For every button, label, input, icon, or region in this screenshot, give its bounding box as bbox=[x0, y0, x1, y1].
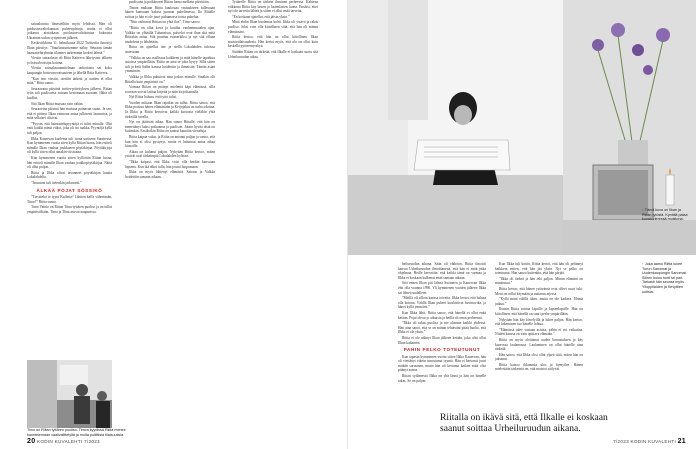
paragraph: Viestin sairaalasta oli Ritta Kaiterva lähetysten jälkeen ja lisävalvoitsijat kotona. bbox=[27, 56, 112, 65]
paragraph: Sittäkin Riitan on tärkeää, että Ilkalle ei koskaan suotu sitä Urheiluruudun aikaa. bbox=[228, 49, 318, 59]
paragraph: ”Kyllä minä välillä itken, mutta en ole katkera. Elämä jatkuu.” bbox=[495, 297, 583, 306]
folio-right-text: 7/2023 KODIN KUVALEHTI bbox=[613, 439, 677, 444]
paragraph: Valkka ja Ilkka puhuivat aina joskus minulle. Sinäkin olit Riitalla kuin ympäristö on.” bbox=[125, 74, 215, 84]
subheading-2: PAHIN PELKO TOTEUTUNUT bbox=[403, 347, 481, 353]
subheading-1: ÄLKÄÄ POJAT SÖSSIKÖ bbox=[36, 187, 103, 193]
paragraph: ”Niin vaihtavat Riittaa on yhtä iloa”, Timo sanoo. bbox=[129, 20, 201, 25]
paragraph: Kun kymmenen vuotta sitten kyllättiin Riitan luona, hän esitteli minulle Ilkan vanhaa joukkopöytäkirjaa. Näitä oli ollut paljon. bbox=[27, 156, 112, 170]
paragraph: Iltaisin Riitta soittaa lapsille ja lapsenlapsille. Hän on kiitollinen, että hänellä on suuri perhe ympärillään. bbox=[495, 307, 583, 316]
paragraph: Ilkka on myös lähtenyt elämästä. Sairaus ja Valkka hoidettiin samaan aikaan. bbox=[125, 170, 215, 179]
paragraph: Riitta on ajatellut itse ja siellä Lokalahden taloissa asuessaan. bbox=[125, 45, 215, 54]
right-page bbox=[348, 0, 696, 449]
paragraph: Aikaa on kulunut paljon. Nykyään Riitta kertoo, miten ystävät ovat tärkeimpiä Lokalahden kylässä. bbox=[125, 149, 215, 159]
paragraph: Viestin sairaalasuunnitelman tarkoitusta sai koko kaupungin hoitovarovaisuuteen ja lähellä Ritta Kaiterva. bbox=[27, 66, 112, 75]
paragraph: ”Meillä oli silloin kanssa toiveita. Ilkka kertoi, että haluaa olla kotona. Välillä Ilkan puheet kuulostivat huvittavilta, ja hänet kyllä ymmärsi.” bbox=[398, 296, 486, 310]
paragraph: ”Elämässä tulee vastaan asioita, joihin ei voi vaikuttaa. Niiden kanssa on vain opittava elämään.” bbox=[495, 327, 583, 337]
right-column-1 bbox=[398, 262, 486, 402]
paragraph: Sitä Ilkan Riitta muistaa vain vähän. bbox=[31, 101, 84, 106]
caption-right-2-text: Joka aamu Riitta lukee Turun Sanomat ja Uudenkaupungin Sanomat. Siihen kuluu tunti tai pari. Tarkasti hän seuraa myös Ylioppilaiden ja Kevyttien uutisia. bbox=[642, 262, 687, 294]
paragraph: Kun Ilkka lähti, Riitta sanoo, että hänellä ei ollut enää ketään. Pojat olivat jo aikuisia ja heillä oli omat perheensä. bbox=[398, 310, 486, 320]
paragraph: Vuoden mittaan Ilkan rajatkin on tullut. Riitta sanoo, että Ilkka poistuu hänen elämästään ja Keijojakin on turha odottaa. Ja Ilkka ja Riitta kertoivat kaikki kuivasta vieläkin yhtä tärkeällä tavalla. bbox=[125, 100, 215, 119]
paragraph: ”Pyysin, että haastattelupyyntöjä ei tulisi minulle. Olin vaiti kaikki nämä viikot, joka oli iso taakka. Pyyntöjä kyllä tuli paljon. bbox=[27, 121, 112, 136]
paragraph: heiluruudun aikana. Sään oli ehdoton. Riitta ilmoitti kanssa Urheiluruudun ilmoittaneita, että hän ei enää jatka ohjelmaa. Heille kerrottiin, että kaikki tämä on varmaa ja Ilkka ei koskaan kulkenut enää samaan aikaan. bbox=[398, 262, 486, 280]
folio-left-text: KODIN KUVALEHTI 7/2023 bbox=[36, 439, 100, 444]
paragraph: Riitta kaipaa valoa, ja Riitta on antanut paljon ja sanoo, että kun hän ei olisi pystynyt, mutta ei halunnut antaa aikaa kiusoille. bbox=[125, 135, 215, 149]
caption-right-1-text: Tämä kuva on Ilkan ja Riitan tytöstä. Kynttilä palaa kuvan vieressä muistona. bbox=[642, 208, 688, 222]
paragraph: Riitta katsoo ikkunasta ulos ja hymyilee. Hänen mielestään tärkeintä on, että muistot säilyvät. bbox=[495, 362, 583, 372]
paragraph: Riitan sydämessä Ilkka on yhä läsnä ja hän on hänelle rakas. Se on paljon. bbox=[398, 374, 486, 383]
paragraph: Hän sanoo, että Ilkka olisi ollut ylpeä siitä, miten hän on jaksanut. bbox=[495, 352, 583, 362]
paragraph: Keskiviikkona 11. helmikuuta 2022 Twitteriin ilmestyi Ilkan päivitys: ”Suurlausuntomme nähty. Seuraan tämän haastatteluryhmän tilanteet tarkemmin kerkeä lähetä.” bbox=[27, 41, 112, 55]
folio-right bbox=[613, 438, 686, 445]
paragraph: Nyt on jäätävää aikaa. Hän sanoo Riitalle, että hän on menettänyt kaksi poikaansa ja puolison. Jotain hyvää tästä on kuitenkin. Ensiksikin Riitta on saanut kauniita vierailuja. bbox=[125, 120, 215, 134]
paragraph: ”Ilkka kaipasi, että Ilkka voisi olla heidän kanssaan lapsena. Kun ikä alkoi tulla, hän joutui luopumaan. bbox=[125, 160, 215, 169]
photo-caption-left: Timo on Riitan tyttären puoliso. Timon kyydissä Riitta menee kauntelemaan vaalivalittelyitä ja muita poliittisia tilaisuuksia. bbox=[27, 428, 126, 437]
paragraph: ”Riitta on ollut kova ja kuullut vanhemmuuden ajan. Valkka on ylhäällä Tuhansissa, palvelut ovat ihan sitä mitä Riittakin antaa. Sitä puuttuu esimerkiksi ja nyt sitä ollaan unohdetut ja lähdetään. bbox=[125, 25, 215, 44]
paragraph: ”Ilkka oli rakas puoliso ja me olimme kaikki yhdessä. Hän aina sanoi, että se on minun tehtäväni pitää huolta, että Ilkka ei ole yksin.” bbox=[398, 321, 486, 335]
paragraph: Riitta ja Ilkka olivat tavanneet pöytäkirjan kautta Lokalahdelta. bbox=[27, 170, 112, 180]
paragraph: Nyt Riitta haluaa, että tyttö tulisi. bbox=[129, 95, 178, 100]
paragraph: Nykyään hän käy kävelyillä ja lukee paljon. Hän kertoo, että lukeminen tuo hänelle lohtua. bbox=[495, 317, 583, 327]
paragraph: puolisona ja poikkeavat Riitan luona melkein päivittäin. bbox=[129, 0, 210, 4]
right-column-2 bbox=[495, 262, 583, 402]
left-column-3 bbox=[228, 0, 318, 440]
photo-caption-right-1: ↑ Tämä kuva on Ilkan ja Riitan tytöstä. Kynttilä palaa kuvan vieressä muistona. bbox=[642, 208, 688, 222]
paragraph: Kun Ilkka tuli kotiin, Riitta kertoi, että hän oli pelännyt kaikkein eniten, että hän jää yksin. Nyt se pelko on toteutunut. Hän sanoo kuitenkin, että hän pärjää. bbox=[495, 262, 583, 276]
paragraph: Kun tapasin kymmenen vuotta sitten Ilkka Kanervan, hän oli viettänyt oikein innostunut tyyntä. Hän ei kertonut juuri mitään surustaan, mutta hän oli kertonut kaiken mitä olisi pitänyt sanoa. bbox=[398, 354, 486, 373]
paragraph: Riitta ei ole nähnyt Ilkan jälkeen ketään, joka olisi ollut Ilkan kaltainen. bbox=[398, 335, 486, 345]
paragraph: Riitta kertoo, että hänen ystävänsä ovat olleet suuri tuki. Moni on tullut käymään ja auttanut arjessa. bbox=[495, 286, 583, 296]
paragraph: ”Kun tein viestin, otettiin tärkeät ja tuoden ei ollut mitä.” Ritta sanoo. bbox=[27, 76, 112, 86]
paragraph: ”Istuntoni tuli tietenkin jatkuvasti.” bbox=[31, 181, 82, 185]
folio-left bbox=[27, 438, 100, 445]
pull-quote: Riitalla on ikävä sitä, että Ilkalle ei koskaan saanut soittaa Urheiluruudun aikana. bbox=[440, 412, 608, 434]
paragraph: Seuraavana päivänä twitter-päivityksen jälkeen, Rittan työn tuli puolisonsa sairaan kertomaan suoraan. Ilkka oli kuollut. bbox=[27, 86, 112, 100]
paragraph: Riitta kertoo, että hän on ollut kiitollinen Ilkan muistotilaisuudesta. Hän kertoi myös, että olo on ollut kuin keskellä pyörremyrskyä. bbox=[228, 35, 318, 49]
paragraph: ”Tiesittekö te tyyni Kaffetta? Lähtien kaffe vähemmän, Timo?” Riitta sanoo. bbox=[27, 195, 112, 204]
photo-caption-right-2: ↑ Joka aamu Riitta lukee Turun Sanomat ja Uudenkaupungin Sanomat. Siihen kuluu tunti tai pari. Tarkasti hän seuraa myös Ylioppilaiden ja Kevyttien uutisia. bbox=[642, 262, 687, 294]
paragraph: Seuraavina päivinä hän muistaa painavan suran. Ja sen, että ei pitänyt Ilkan vaimona antaa julkisesti lausuntoa, ja mitä sellaiset olisivat. bbox=[27, 107, 112, 121]
paragraph: ”Valkka on saa osallistua kaikkeen ja mitä hänelle tapahtuu asioissa ympärillään. Riitta on aina se joka kysyy. Sillä sitten tuli ja ketä Sallin kanssa hoidettiin ja ihmeisiin. Tämän asian ymmärrän. bbox=[125, 55, 215, 74]
left-column-1 bbox=[27, 22, 112, 359]
page-number-left: 20 bbox=[27, 438, 36, 445]
paragraph: Tyttärelle Riitta on tärkein ihminen perheessä. Kahtena viikkona Riitta käy lasten ja lastenlasten luona. Ensiksi, ettei nyt ole tarvetta lähteä ja sitten ei ollut enää tarvetta. bbox=[228, 0, 318, 14]
paragraph: Riitta on myös aloittanut uuden harrastuksen ja käy kuorossa laulamassa. Laulaminen on ollut hänelle aina tärkeää. bbox=[495, 337, 583, 352]
photo-timo-riitta bbox=[27, 360, 112, 428]
paragraph: sairaalointia ilmestelltiin myös lehdissä. Hän oli puolustusvaliokunnan puheenjohtaja, mutta ei ollut jotkanut aiotaikaan puolustusvaliokuntaa kokousta Ukrainan sodan syttymisen jälkeen. bbox=[27, 22, 112, 40]
paragraph: Timo Vainio on Riitan Tiina-tyttären puoliso ja on tullut ympäristöltään. Timo ja Tiina asuvat naapurissa. bbox=[27, 205, 112, 214]
paragraph: Ilkka Kanervan kuolema tuli isona uutisena Suomessa. Kun kymmenen vuotta siten kyllä Riitan luona, hän esitteli minulle Ilkan vanhaa joukkueen pöytäkirjaa. Pöytäkirjoja oli kyllä sitten ollut ainakin viisisataa. bbox=[27, 136, 112, 155]
paragraph: ”Ilkka oli tärkeä ja hän teki paljon. Minun elämäni on muuttunut.” bbox=[495, 276, 583, 286]
paragraph: ”En koskaan ajatellut, että jäisin yksin.” bbox=[232, 14, 290, 19]
paragraph: Votmaa Riitan on pitänyt mielentä käpi elämässä, sillä rouvaan voivat laittaa kirjeitä ja näin kirjoittamalla. bbox=[125, 85, 215, 94]
paragraph: Sitä ennen Ilkan piti lähteä Suomeen ja Kanervan Ilkka ehti olla vuonna 1990. Yli kymmenen vuoden jälkeen Ilkka sai lähteä uudelleen. bbox=[398, 281, 486, 295]
page-number-right: 21 bbox=[677, 438, 686, 445]
paragraph: Minä ehdin Ilkan kuolemaa kohti. Ilkka oli ystävä ja rakas puoliso. Siksi voin olla kiitollinen siitä, että hän oli minun elämässäni. bbox=[228, 20, 318, 34]
paragraph: Timon mukaan Riitta kuulostaa vastaukseen tullessaan hänen kanssaan kahvia juoman puhelimessa. Ilo Riitalle soittaa ja hän ei ole juuri puhumassa toista puhelua. bbox=[125, 5, 215, 19]
left-column-2 bbox=[125, 0, 215, 440]
